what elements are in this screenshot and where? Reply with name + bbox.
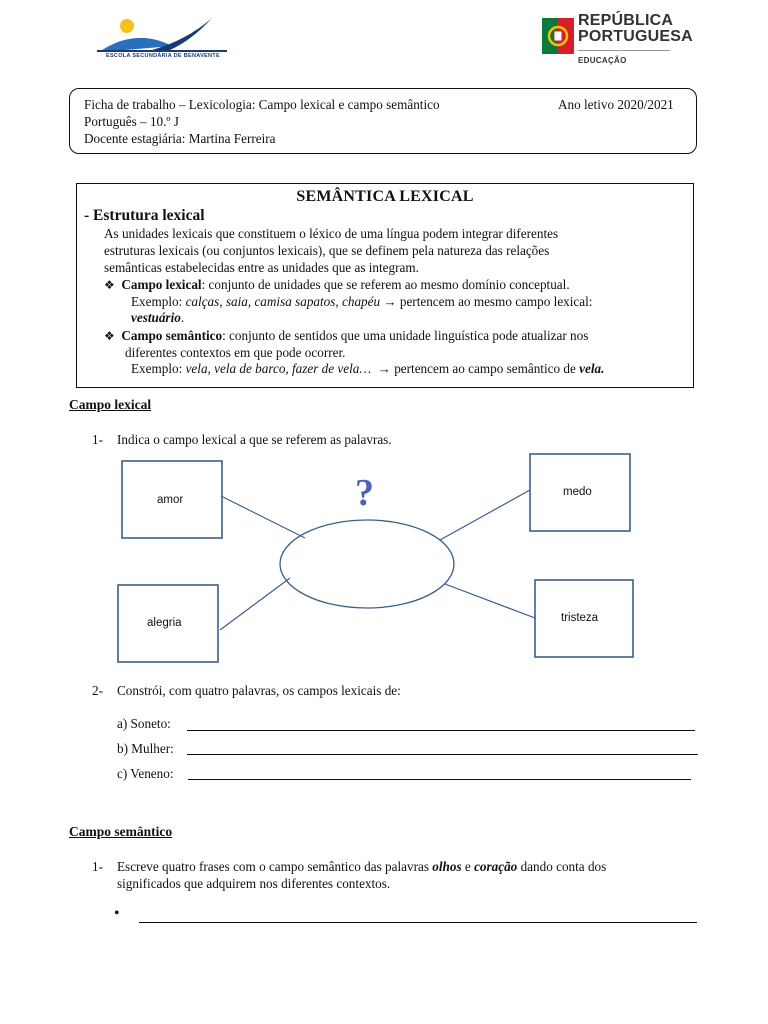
semantic-field-definition: ❖ Campo semântico: conjunto de sentidos que uma unidade linguística pode atualizar nos [104,328,589,343]
answer-line-soneto[interactable] [187,730,695,731]
center-ellipse [280,520,454,608]
question-semantic-1: Escreve quatro frases com o campo semântico das palavras olhos e coração dando conta dos [117,859,607,874]
question-semantic-1-cont: significados que adquirem nos diferentes contextos. [117,876,391,891]
theory-subtitle: - Estrutura lexical [84,207,205,224]
intro-line-1: As unidades lexicais que constituem o léxico de uma língua podem integrar diferentes [104,226,559,241]
answer-label-soneto: a) Soneto: [117,716,171,731]
school-year: Ano letivo 2020/2021 [558,97,674,112]
question-number: 2- [92,683,103,698]
answer-line-veneno[interactable] [188,779,691,780]
arrow-right-icon: → [377,361,391,376]
semantic-section-title: Campo semântico [69,824,173,839]
word-amor: amor [157,494,184,506]
intro-line-3: semânticas estabelecidas entre as unidades que as integram. [104,260,419,275]
portuguese-republic-emblem [538,14,580,58]
question-lexical-1: Indica o campo lexical a que se referem as palavras. [117,432,392,447]
semantic-field-example: Exemplo: vela, vela de barco, fazer de vela… → pertencem ao campo semântico de vela. [131,361,605,376]
diamond-bullet-icon: ❖ [104,278,115,292]
republic-name: REPÚBLICA PORTUGUESA [578,12,693,45]
question-number: 1- [92,859,103,874]
arrow-right-icon: → [383,294,397,309]
question-lexical-2: Constrói, com quatro palavras, os campos lexicais de: [117,683,401,698]
answer-line-mulher[interactable] [187,754,698,755]
bullet-icon: • [114,905,120,922]
answer-label-veneno: c) Veneno: [117,766,174,781]
word-tristeza: tristeza [561,612,599,624]
teacher-name: Docente estagiária: Martina Ferreira [84,131,276,146]
lexical-field-example: Exemplo: calças, saia, camisa sapatos, chapéu → pertencem ao mesmo campo lexical: [131,294,593,309]
diamond-bullet-icon: ❖ [104,329,115,343]
answer-label-mulher: b) Mulher: [117,741,174,756]
question-number: 1- [92,432,103,447]
lexical-field-example-result: vestuário. [131,310,185,325]
question-mark: ? [355,472,374,514]
class-name: Português – 10.º J [84,114,179,129]
intro-line-2: estruturas lexicais (ou conjuntos lexicais), que se definem pela natureza das relações [104,243,550,258]
worksheet-title: Ficha de trabalho – Lexicologia: Campo lexical e campo semântico [84,97,440,112]
semantic-field-definition-cont: diferentes contextos em que pode ocorrer. [125,345,346,360]
department-name: EDUCAÇÃO [578,56,627,65]
word-medo: medo [563,486,592,498]
answer-line-sentence[interactable] [139,922,697,923]
lexical-field-definition: ❖ Campo lexical: conjunto de unidades que se referem ao mesmo domínio conceptual. [104,277,570,292]
lexical-section-title: Campo lexical [69,397,152,412]
lexical-field-diagram [110,448,650,668]
theory-title: SEMÂNTICA LEXICAL [296,188,474,205]
school-name: ESCOLA SECUNDÁRIA DE BENAVENTE [106,53,220,59]
word-alegria: alegria [147,617,182,629]
